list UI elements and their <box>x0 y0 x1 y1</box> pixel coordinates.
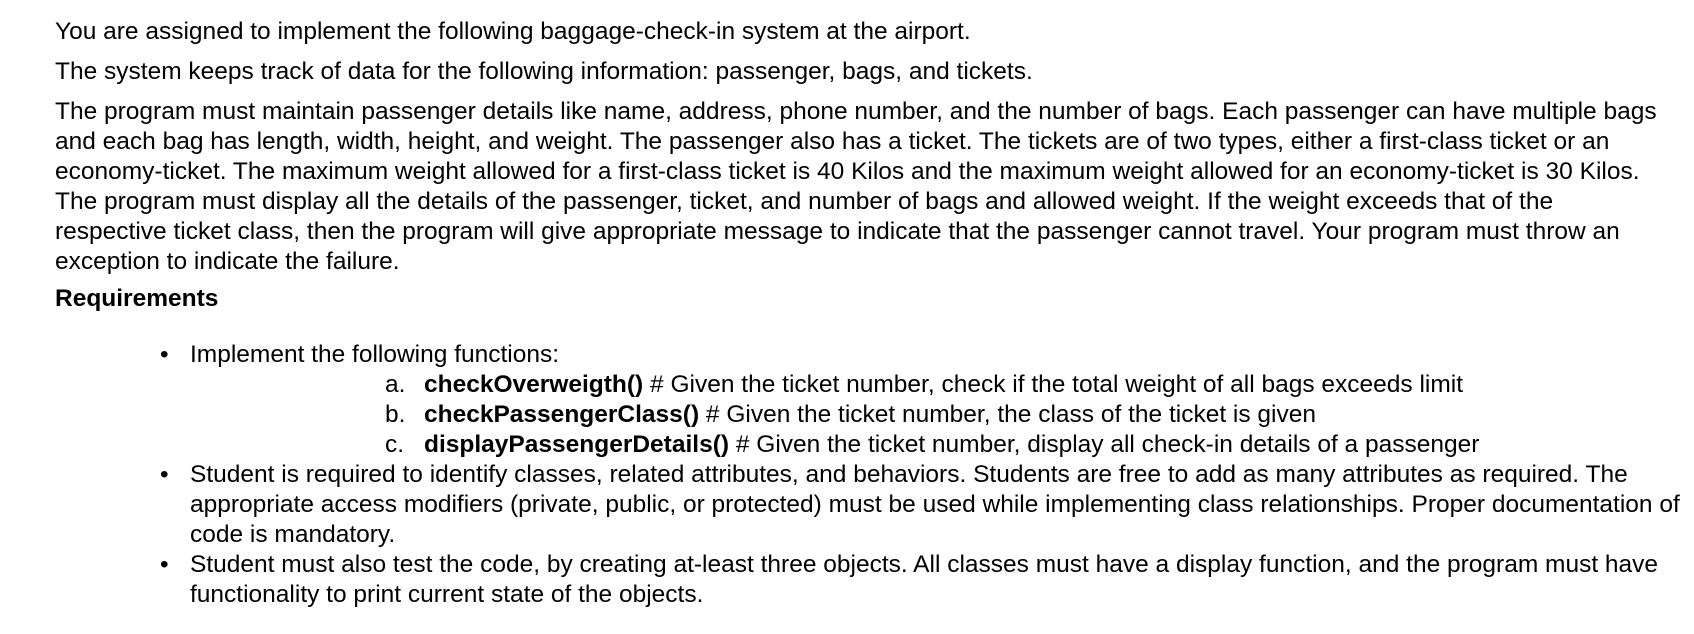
requirements-list-continued <box>55 460 1694 610</box>
requirement-text: Student must also test the code, by creating at-least three objects. All classes must have a display function, and the program must have functionality to print current state of the objects. <box>190 551 1659 608</box>
requirement-item <box>55 550 1694 610</box>
description-paragraph: The program must maintain passenger details like name, address, phone number, and the number of bags. Each passenger can have multiple bags and each bag has length, width, height, and weight. The passenger also has a ticket. The tickets are of two types, either a first-class ticket or an economy-ticket. The maximum weight allowed for a first-class ticket is 40 Kilos and the maximum weight allowed for an economy-ticket is 30 Kilos. The program must display all the details of the passenger, ticket, and number of bags and allowed weight. If the weight exceeds that of the respective ticket class, then the program will give appropriate message to indicate that the passenger cannot travel. Your program must throw an exception to indicate the failure. <box>55 98 1657 275</box>
bullet-icon: • <box>160 341 169 368</box>
functions-list <box>55 370 1694 460</box>
function-item <box>55 430 1694 460</box>
function-name: displayPassengerDetails() <box>424 431 730 458</box>
list-marker: c. <box>385 431 405 458</box>
requirement-item <box>55 340 1694 370</box>
bullet-icon: • <box>160 551 169 578</box>
requirements-list <box>55 340 1694 370</box>
list-marker: a. <box>385 371 406 398</box>
requirement-item <box>55 460 1694 550</box>
function-item <box>55 370 1694 400</box>
bullet-icon: • <box>160 461 169 488</box>
function-item <box>55 400 1694 430</box>
function-description: # Given the ticket number, check if the total weight of all bags exceeds limit <box>643 371 1464 398</box>
requirement-text: Student is required to identify classes, related attributes, and behaviors. Students are free to add as many attributes as required. The appropriate access modifiers (private, public, or protected) must be used while implementing class relationships. Proper documentation of code is mandatory. <box>190 461 1680 548</box>
list-marker: b. <box>385 401 406 428</box>
requirement-text: Implement the following functions: <box>190 341 560 368</box>
system-paragraph: The system keeps track of data for the following information: passenger, bags, and tickets. <box>55 58 1033 85</box>
function-name: checkOverweigth() <box>424 371 644 398</box>
requirements-heading: Requirements <box>55 285 219 312</box>
function-description: # Given the ticket number, the class of the ticket is given <box>699 401 1316 428</box>
function-name: checkPassengerClass() <box>424 401 700 428</box>
intro-paragraph: You are assigned to implement the following baggage-check-in system at the airport. <box>55 18 971 45</box>
function-description: # Given the ticket number, display all check-in details of a passenger <box>729 431 1480 458</box>
